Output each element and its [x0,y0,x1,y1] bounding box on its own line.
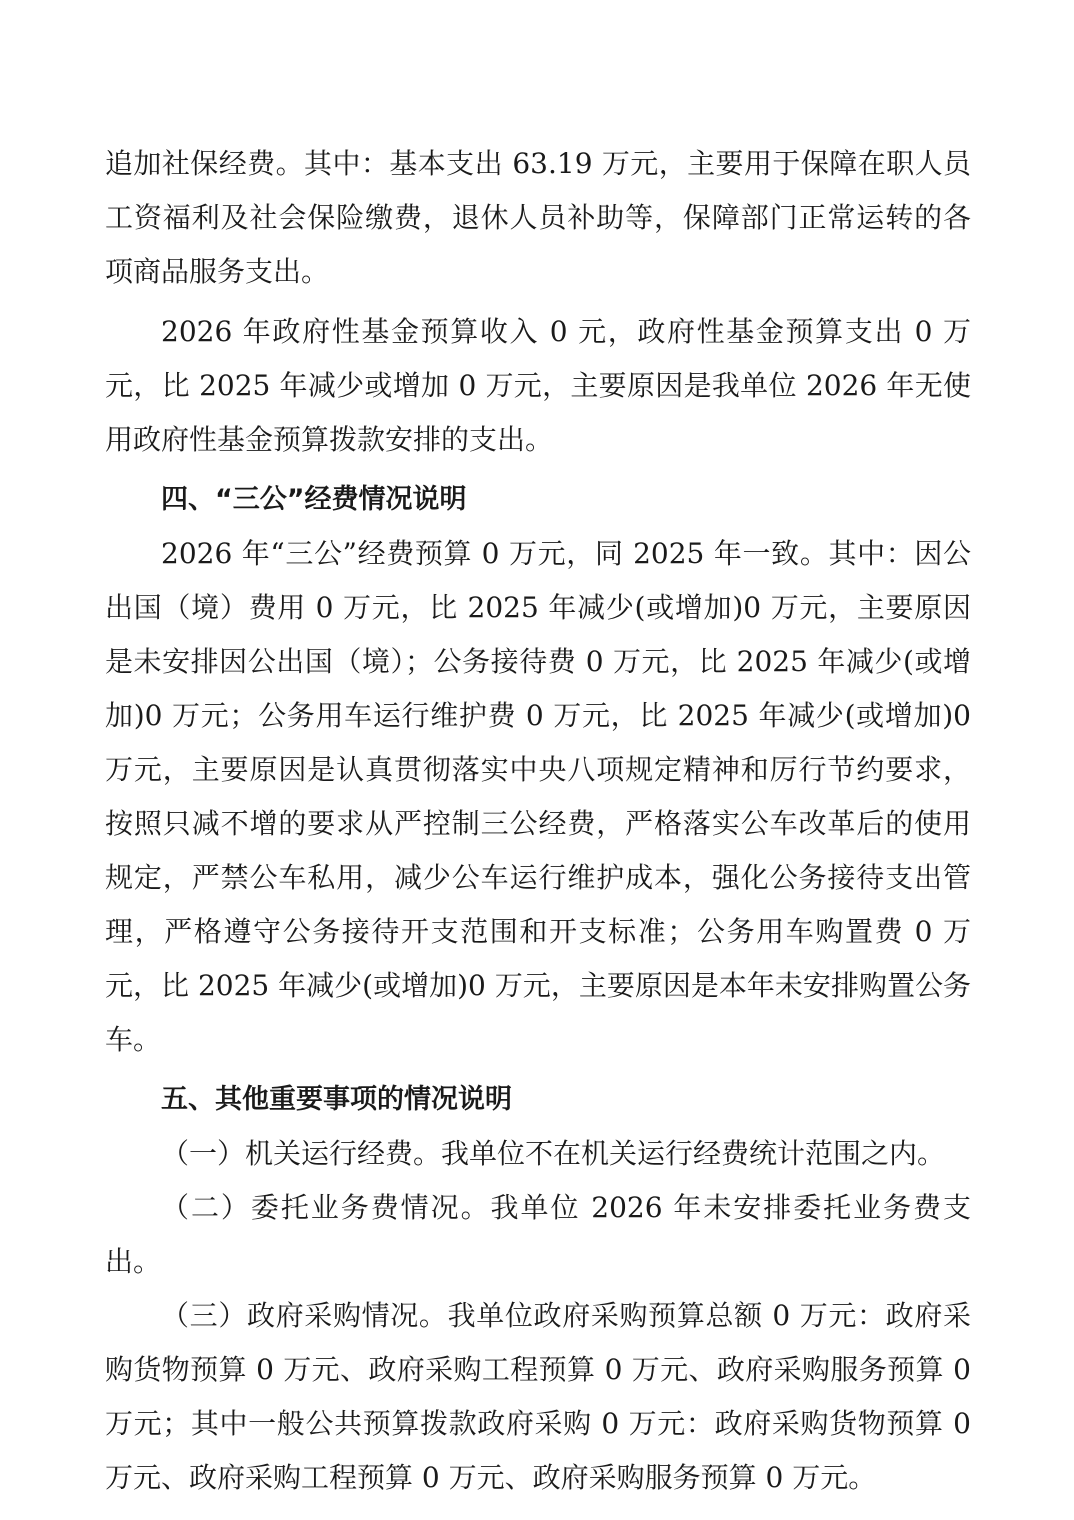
paragraph-basic-expenditure: 追加社保经费。其中：基本支出 63.19 万元，主要用于保障在职人员工资福利及社会保险缴费，退休人员补助等，保障部门正常运转的各项商品服务支出。 [105,147,971,288]
paragraph-government-fund-budget: 2026 年政府性基金预算收入 0 元，政府性基金预算支出 0 万元，比 2025 年减少或增加 0 万元，主要原因是我单位 2026 年无使用政府性基金预算拨款安排的支出。 [105,315,971,456]
paragraph-government-procurement: （三）政府采购情况。我单位政府采购预算总额 0 万元：政府采购货物预算 0 万元、政府采购工程预算 0 万元、政府采购服务预算 0 万元；其中一般公共预算拨款政府采购 0 万元：政府采购货物预算 0 万元、政府采购工程预算 0 万元、政府采购服务预算 0 万元。 [105,1299,971,1494]
section-heading-three-public-expenses: 四、“三公”经费情况说明 [161,484,467,515]
paragraph-commissioned-business-costs: （二）委托业务费情况。我单位 2026 年未安排委托业务费支出。 [105,1191,971,1278]
document-page [105,137,971,1505]
paragraph-three-public-expenses: 2026 年“三公”经费预算 0 万元，同 2025 年一致。其中：因公出国（境）费用 0 万元，比 2025 年减少(或增加)0 万元，主要原因是未安排因公出国（境）；公务接待费 0 万元，比 2025 年减少(或增加)0 万元；公务用车运行维护费 0 万元，比 2025 年减少(或增加)0 万元，主要原因是认真贯彻落实中央八项规定精神和厉行节约要求，按照只减不增的要求从严控制三公经费，严格落实公车改革后的使用规定，严禁公车私用，减少公车运行维护成本，强化公务接待支出管理，严格遵守公务接待开支范围和开支标准；公务用车购置费 0 万元，比 2025 年减少(或增加)0 万元，主要原因是本年未安排购置公务车。 [105,537,971,1056]
section-heading-other-matters: 五、其他重要事项的情况说明 [161,1084,512,1115]
paragraph-agency-operating-costs: （一）机关运行经费。我单位不在机关运行经费统计范围之内。 [161,1137,946,1170]
